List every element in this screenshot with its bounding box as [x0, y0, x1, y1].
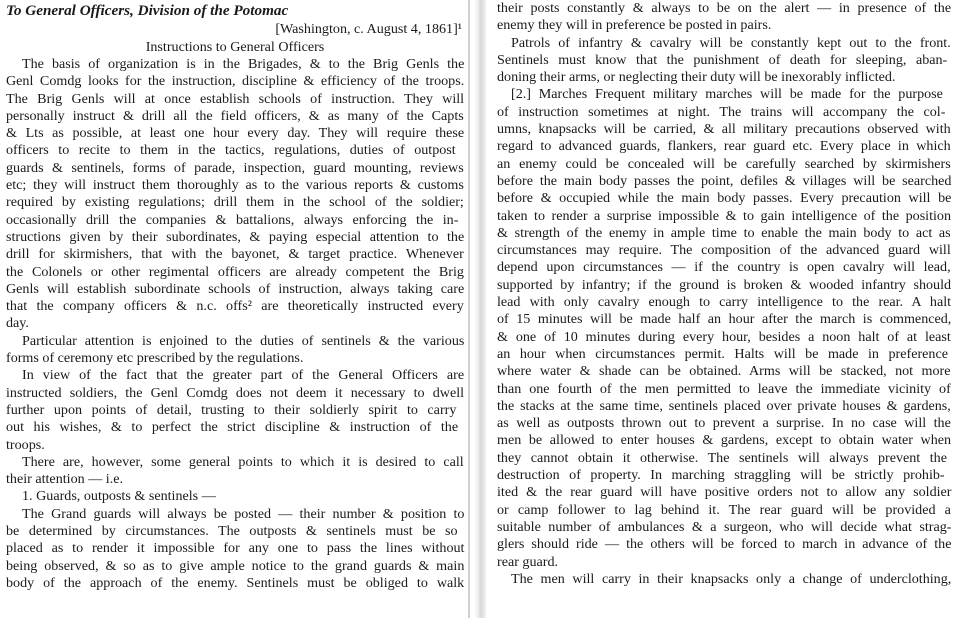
text-line: circumstances may require. The composition of the advanced guard will: [497, 242, 951, 259]
text-line: guards & sentinels, forms of parade, inspection, guard mounting, reviews: [6, 159, 464, 176]
text-line: structions given by their subordinates, & paying especial attention to the: [6, 228, 465, 245]
left-page: [0, 0, 470, 618]
text-line: Patrols of infantry & cavalry will be constantly kept out to the front.: [511, 34, 951, 51]
text-line: of 15 minutes will be made half an hour after the march is commenced,: [497, 311, 952, 328]
text-line: destruction of property. In marching straggling will be strictly prohib-: [497, 467, 945, 484]
text-line: The men will carry in their knapsacks only a change of underclothing,: [511, 570, 952, 587]
text-line: rear guard.: [497, 553, 559, 570]
text-line: the stacks at the same time, sentinels placed over private houses & gardens,: [497, 397, 951, 414]
text-line: before & occupied while the main body passes. Every precaution will be: [497, 190, 952, 207]
text-line: & strength of the enemy in ample time to enable the main body to act as: [497, 224, 951, 241]
text-line: the Colonels or other regimental officers are already competent the Brig: [6, 263, 464, 280]
text-line: drill for skirmishers, that with the bayonet, & target practice. Whenever: [6, 246, 464, 263]
text-line: where water & shade can be obtained. Arms will be stacked, not more: [497, 363, 951, 380]
text-line: In view of the fact that the greater part of the General Officers are: [22, 367, 465, 384]
document-heading: To General Officers, Division of the Potomac: [6, 2, 289, 19]
text-line: The Brig Genls will at once establish schools of instruction. They will: [6, 90, 465, 107]
text-line: their attention — i.e.: [6, 471, 124, 488]
text-line: Genls will establish subordinate schools of instruction, always taking care: [6, 280, 465, 297]
text-line: & Lts as possible, at least one hour every day. They will require these: [6, 125, 465, 142]
text-line: men be allowed to enter houses & gardens, except to obtain water when: [497, 432, 952, 449]
text-line: Genl Comdg looks for the instruction, discipline & efficiency of the troops.: [6, 73, 465, 90]
text-line: ited & the rear guard will have positive orders not to allow any soldier: [497, 484, 952, 501]
text-line: than one fourth of the men permitted to leave the immediate vicinity of: [497, 380, 951, 397]
text-line: enemy they will in preference be posted in pairs.: [497, 17, 772, 34]
text-line: further upon points of detail, trusting to their soldierly spirit to carry: [6, 401, 457, 418]
text-line: be determined by circumstances. The outposts & sentinels must be so: [6, 523, 458, 540]
text-line: supported by infantry; if the ground is broken & wooded infantry should: [497, 276, 952, 293]
text-line: body of the approach of the enemy. Sentinels must be obliged to walk: [6, 574, 465, 591]
text-line: doning their arms, or neglecting their duty will be inexorably inflicted.: [497, 69, 896, 86]
right-page: [489, 0, 957, 618]
text-line: out his wishes, & to perfect the strict discipline & instruction of the: [6, 419, 459, 436]
text-line: suitable number of ambulances & a surgeon, who will decide what strag-: [497, 518, 952, 535]
text-line: officers to recite to them in the tactics, regulations, duties of outpost: [6, 142, 456, 159]
text-line: day.: [6, 315, 29, 332]
text-line: etc; they will instruct them thoroughly as to the various reports & customs: [6, 177, 464, 194]
text-line: that the company officers & n.c. offs² are theoretically instructed every: [6, 298, 464, 315]
text-line: personally instruct & drill all the field officers, & as many of the Capts: [6, 107, 464, 124]
text-line: There are, however, some general points to which it is desired to call: [22, 453, 464, 470]
text-line: of instruction sometimes at night. The trains will accompany the col-: [497, 103, 946, 120]
text-line: they cannot obtain it otherwise. The sentinels will always prevent the: [497, 449, 947, 466]
text-line: before the main body passes the point, defiles & villages will be searched: [497, 172, 952, 189]
text-line: The Grand guards will always be posted — their number & position to: [22, 505, 465, 522]
text-line: depend upon circumstances — if the country is open cavalry will lead,: [497, 259, 951, 276]
text-line: occasionally drill the companies & battalions, always enforcing the in-: [6, 211, 459, 228]
text-line: as well as outposts thrown out to prevent a surprise. In no case will the: [497, 415, 951, 432]
dateline: [Washington, c. August 4, 1861]¹: [275, 21, 462, 37]
left-text-body: [0, 56, 470, 592]
text-line: glers should ride — the others will be forced to march in advance of the: [497, 536, 952, 553]
text-line: Particular attention is enjoined to the duties of sentinels & the various: [22, 332, 465, 349]
text-line: 1. Guards, outposts & sentinels —: [22, 488, 216, 505]
text-line: & one of 10 minutes during every hour, besides a noon halt of at least: [497, 328, 951, 345]
text-line: The basis of organization is in the Brigades, & to the Brig Genls the: [22, 56, 465, 72]
text-line: lead with only cavalry enough to carry intelligence to the rear. A halt: [497, 294, 952, 311]
subheading: Instructions to General Officers: [145, 39, 325, 55]
right-text-body: [489, 0, 957, 588]
text-line: regard to advanced guards, flankers, rear guard etc. Every place in which: [497, 138, 951, 155]
text-line: [2.] Marches Frequent military marches will be made for the purpose: [511, 86, 943, 103]
text-line: troops.: [6, 436, 45, 453]
text-line: required by existing regulations; drill them in the school of the soldier;: [6, 194, 464, 211]
text-line: placed as to render it impossible for any one to pass the lines without: [6, 540, 465, 557]
text-line: an hour when circumstances permit. Halts will be made in preference: [497, 345, 948, 362]
page-divider: [468, 0, 470, 618]
text-line: an enemy could be concealed will be carefully searched by skirmishers: [497, 155, 951, 172]
text-line: their posts constantly & always to be on the alert — in presence of the: [497, 0, 952, 16]
text-line: umns, knapsacks will be carried, & all military precautions observed with: [497, 121, 951, 138]
text-line: Sentinels must know that the punishment of death for sleeping, aban-: [497, 51, 948, 68]
text-line: forms of ceremony etc prescribed by the regulations.: [6, 350, 304, 367]
text-line: taken to render a surprise impossible & to gain intelligence of the position: [497, 207, 952, 224]
text-line: being observed, & so as to give ample notice to the grand guards & main: [6, 557, 465, 574]
text-line: instructed soldiers, the Genl Comdg does not deem it necessary to dwell: [6, 384, 465, 401]
text-line: or camp follower to lag behind it. The rear guard will be provided a: [497, 501, 951, 518]
book-gutter: [474, 0, 486, 618]
